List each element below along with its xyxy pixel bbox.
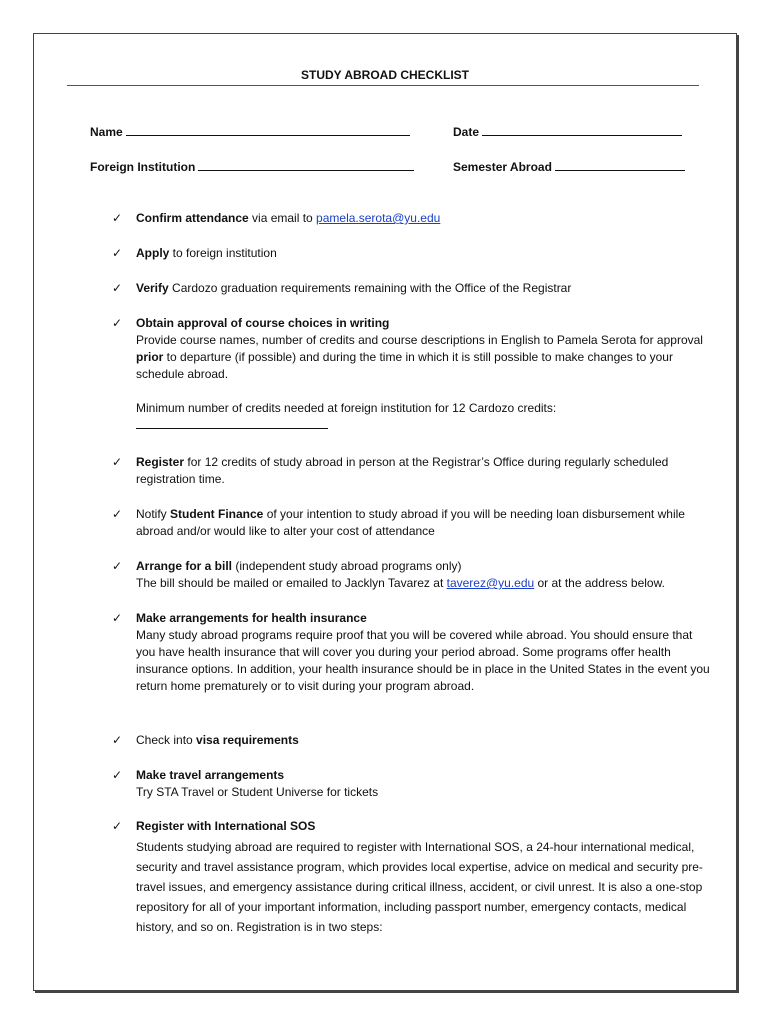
page-border-shadow-bottom bbox=[35, 990, 739, 993]
approval-desc-bold: prior bbox=[136, 350, 164, 364]
name-field bbox=[90, 124, 410, 139]
email-link-pamela[interactable]: pamela.serota@yu.edu bbox=[316, 211, 441, 225]
checkmark-icon: ✓ bbox=[112, 455, 123, 469]
health-description: Many study abroad programs require proof that you will be covered while abroad. You should ensure that you have health insurance that will cover you during your period abroad. Some programs offer health insurance options. In addition, your health insurance should be in place in the United States in the event you return home prematurely or to visit during your program abroad. bbox=[136, 628, 710, 693]
approval-desc-b: to departure (if possible) and during the time in which it is still possible to make changes to your schedule abroad. bbox=[136, 350, 673, 381]
verify-bold: Verify bbox=[136, 281, 169, 295]
semester-abroad-field bbox=[453, 159, 685, 174]
title-underline bbox=[67, 85, 699, 86]
checkmark-icon: ✓ bbox=[112, 211, 123, 225]
min-credits-text: Minimum number of credits needed at foreign institution for 12 Cardozo credits: bbox=[136, 401, 557, 415]
page-border-shadow-right bbox=[736, 35, 739, 993]
checkmark-icon: ✓ bbox=[112, 316, 123, 330]
bill-text: (independent study abroad programs only) bbox=[232, 559, 462, 573]
checklist-item-visa bbox=[112, 732, 712, 749]
apply-text: to foreign institution bbox=[169, 246, 277, 260]
notify-text-a: Notify bbox=[136, 507, 171, 521]
bill-line2-a: The bill should be mailed or emailed to Jacklyn Tavarez at bbox=[136, 576, 447, 590]
checkmark-icon: ✓ bbox=[112, 559, 123, 573]
checkmark-icon: ✓ bbox=[112, 507, 123, 521]
register-text: for 12 credits of study abroad in person at the Registrar’s Office during regularly scheduled registration time. bbox=[136, 455, 669, 486]
travel-description: Try STA Travel or Student Universe for tickets bbox=[136, 785, 379, 799]
semester-abroad-label: Semester Abroad bbox=[453, 160, 552, 174]
bill-line2-b: or at the address below. bbox=[534, 576, 665, 590]
page-title: STUDY ABROAD CHECKLIST bbox=[300, 68, 469, 82]
health-heading: Make arrangements for health insurance bbox=[136, 611, 367, 625]
date-blank[interactable] bbox=[482, 124, 682, 136]
checklist-item-travel bbox=[112, 767, 712, 801]
checklist-item-health bbox=[112, 610, 712, 695]
date-field bbox=[453, 124, 682, 139]
checkmark-icon: ✓ bbox=[112, 768, 123, 782]
sos-heading: Register with International SOS bbox=[136, 819, 316, 833]
checklist-item-approval bbox=[112, 315, 712, 434]
email-link-taverez[interactable]: taverez@yu.edu bbox=[446, 576, 535, 590]
approval-desc-a: Provide course names, number of credits and course descriptions in English to Pamela Serota for approval bbox=[136, 333, 703, 347]
confirm-text: via email to bbox=[248, 211, 317, 225]
foreign-institution-field bbox=[90, 159, 414, 174]
checklist-item-apply bbox=[112, 245, 712, 262]
date-label: Date bbox=[453, 125, 480, 139]
checklist-item-verify bbox=[112, 280, 712, 297]
verify-text: Cardozo graduation requirements remaining with the Office of the Registrar bbox=[168, 281, 572, 295]
notify-bold: Student Finance bbox=[170, 507, 264, 521]
min-credits-blank[interactable] bbox=[136, 418, 328, 429]
checklist-item-bill bbox=[112, 558, 712, 592]
notify-text-b: of your intention to study abroad if you will be needing loan disbursement while abroad and/or would like to alter your cost of attendance bbox=[136, 507, 685, 538]
checklist-item-sos bbox=[112, 818, 712, 937]
checklist-item-confirm bbox=[112, 210, 712, 227]
approval-heading: Obtain approval of course choices in writing bbox=[136, 316, 390, 330]
checkmark-icon: ✓ bbox=[112, 246, 123, 260]
checkmark-icon: ✓ bbox=[112, 819, 123, 833]
bill-bold: Arrange for a bill bbox=[136, 559, 233, 573]
approval-description bbox=[136, 332, 712, 383]
travel-heading: Make travel arrangements bbox=[136, 768, 285, 782]
checklist-item-register bbox=[112, 454, 712, 488]
checkmark-icon: ✓ bbox=[112, 733, 123, 747]
semester-abroad-blank[interactable] bbox=[555, 159, 685, 171]
name-label: Name bbox=[90, 125, 123, 139]
visa-text: Check into bbox=[136, 733, 197, 747]
apply-bold: Apply bbox=[136, 246, 170, 260]
checkmark-icon: ✓ bbox=[112, 611, 123, 625]
register-bold: Register bbox=[136, 455, 185, 469]
checklist-item-notify bbox=[112, 506, 712, 540]
foreign-institution-blank[interactable] bbox=[198, 159, 414, 171]
checkmark-icon: ✓ bbox=[112, 281, 123, 295]
foreign-institution-label: Foreign Institution bbox=[90, 160, 196, 174]
sos-description: Students studying abroad are required to register with International SOS, a 24-hour international medical, security and travel assistance program, which provides local expertise, advice on medical and security pre-travel issues, and emergency assistance during critical illness, accident, or civil unrest. It is also a one-stop repository for all of your important information, including passport number, emergency contacts, medical history, and so on. Registration is in two steps: bbox=[136, 840, 703, 934]
visa-bold: visa requirements bbox=[196, 733, 299, 747]
confirm-bold: Confirm attendance bbox=[136, 211, 249, 225]
name-blank[interactable] bbox=[126, 124, 410, 136]
